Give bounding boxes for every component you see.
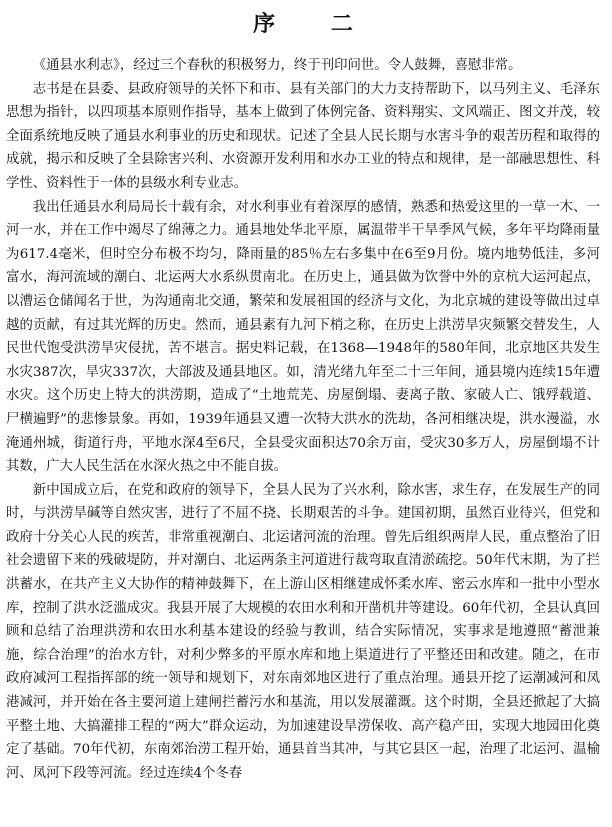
paragraph-new-china: 新中国成立后，在党和政府的领导下，全县人民为了兴水利，除水害，求生存，在发展生产的同时，与洪涝旱碱等自然灾害，进行了不屈不挠、长期艰苦的斗争。建国初期，虽然百业待兴，但党和政府十分关心人民的疾苦，非常重视潮白、北运诸河流的治理。曾先后组织两岸人民，重点整治了旧社会遗留下来的残破堤防，并对潮白、北运两条主河道进行裁弯取直清淤疏挖。50年代末期，为了拦洪蓄水，在共产主义大协作的精神鼓舞下，在上游山区相继建成怀柔水库、密云水库和一批中小型水库，控制了洪水泛滥成灾。我县开展了大规模的农田水利和开凿机井等建设。60年代初，全县认真回顾和总结了治理洪涝和农田水利基本建设的经验与教训，结合实际情况，实事求是地遵照“蓄泄兼施，综合治理”的治水方针，对利少弊多的平原水库和地上渠道进行了平整还田和改建。随之，在市政府减河工程指挥部的统一领导和规划下，对东南郊地区进行了重点治理。通县开挖了运潮减河和凤港减河，并开始在各主要河道上建闸拦蓄污水和基流，用以发展灌溉。这个时期，全县还掀起了大搞平整土地、大搞灌排工程的“两大”群众运动，为加速建设旱涝保收、高产稳产田，实现大地园田化奠定了基础。70年代初，东南郊治涝工程开始，通县首当其冲，与其它县区一起，治理了北运河、温榆河、凤河下段等河流。经过连续4个冬春: [6, 482, 600, 781]
paragraph-overview: 志书是在县委、县政府领导的关怀下和市、县有关部门的大力支持帮助下，以马列主义、毛泽东思想为指针，以四项基本原则作指导，基本上做到了体例完备、资料翔实、文风端正、图文并茂，较全面系统地反映了通县水利事业的历史和现状。记述了全县人民长期与水害斗争的艰苦历程和取得的成就，揭示和反映了全县除害兴利、水资源开发利用和水办工业的特点和规律，是一部融思想性、科学性、资料性于一体的县级水利专业志。: [6, 81, 600, 191]
page-title: 序 二: [253, 12, 353, 37]
paragraph-intro: 《通县水利志》，经过三个春秋的积极努力，终于刊印问世。令人鼓舞，喜慰非常。: [32, 58, 522, 73]
document-body: [6, 54, 600, 785]
paragraph-history: 我出任通县水利局局长十载有余，对水利事业有着深厚的感情，熟悉和热爱这里的一草一木、一河一水，并在工作中竭尽了绵薄之力。通县地处华北平原，属温带半干旱季风气候，多年平均降雨量为617.4毫米，但时空分布极不均匀，降雨量的85％左右多集中在6至9月份。境内地势低洼，多河富水，海河流域的潮白、北运两大水系纵贯南北。在历史上，通县做为饮誉中外的京杭大运河起点，以漕运仓储闻名于世，为沟通南北交通，繁荣和发展祖国的经济与文化，为北京城的建设等做出过卓越的贡献，有过其光辉的历史。然而，通县素有九河下梢之称，在历史上洪涝旱灾频繁交替发生，人民世代饱受洪涝旱灾侵扰，苦不堪言。据史料记载，在1368—1948年的580年间，北京地区共发生水灾387次，旱灾337次，大部波及通县地区。如，清光绪九年至二十三年间，通县境内连续15年遭水灾。这个历史上特大的洪涝期，造成了“土地荒芜、房屋倒塌、妻离子散、家破人亡、饿殍载道、尸横遍野”的悲惨景象。再如，1939年通县又遭一次特大洪水的洗劫，各河相继决堤，洪水漫溢，水淹通州城，街道行舟，平地水深4至6尺，全县受灾面积达70余万亩，受灾30多万人，房屋倒塌不计其数，广大人民生活在水深火热之中不能自拔。: [6, 199, 600, 475]
